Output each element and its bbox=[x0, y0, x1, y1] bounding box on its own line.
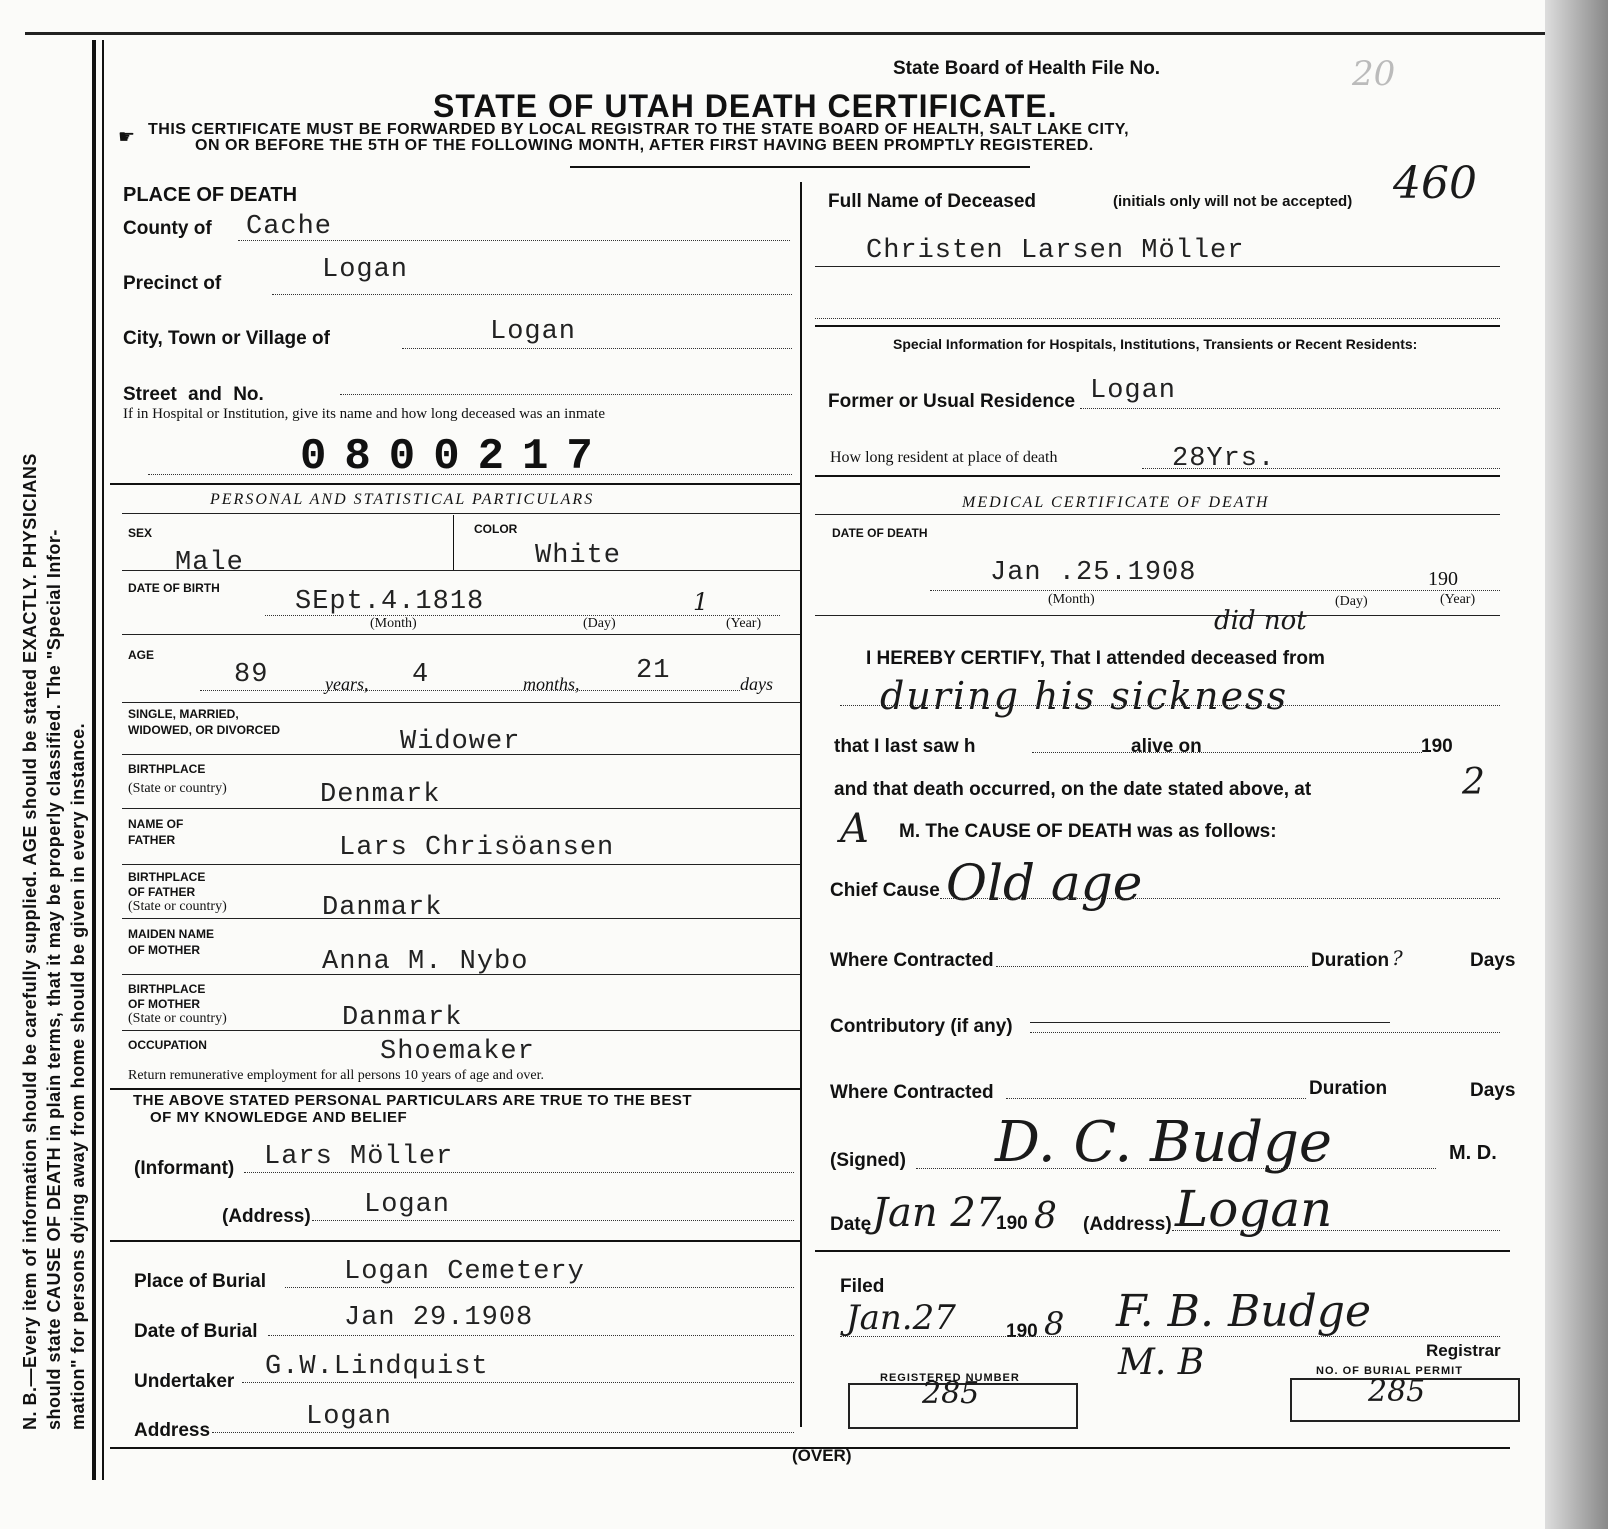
father-label-2: FATHER bbox=[128, 833, 176, 847]
where-contracted-label-1: Where Contracted bbox=[830, 950, 994, 971]
dod-year-pre: 190 bbox=[1428, 568, 1458, 590]
color-value: White bbox=[535, 541, 622, 571]
registrar-signature: F. B. Budge bbox=[1116, 1286, 1371, 1337]
residence-section-rule bbox=[815, 475, 1500, 477]
city-label: City, Town or Village of bbox=[123, 328, 330, 349]
page-edge-shadow bbox=[1545, 0, 1608, 1529]
sex-color-divider bbox=[453, 515, 454, 570]
alive-on-label: alive on bbox=[1131, 736, 1202, 757]
filed-year-pre: 190 bbox=[1006, 1321, 1038, 1342]
death-occurred-text: and that death occurred, on the date stated above, at bbox=[834, 779, 1312, 800]
city-line bbox=[402, 348, 792, 349]
age-years: 89 bbox=[234, 660, 269, 690]
medical-heading-rule bbox=[815, 514, 1500, 515]
father-value: Lars Chrisöansen bbox=[339, 833, 615, 863]
dod-line bbox=[930, 590, 1500, 591]
resident-line bbox=[1142, 468, 1500, 469]
burial-address-value: Logan bbox=[306, 1402, 393, 1432]
contributory-line bbox=[1030, 1032, 1500, 1033]
father-bp-state-label: (State or country) bbox=[128, 899, 227, 914]
medical-section-rule bbox=[815, 1250, 1510, 1252]
sex-row-rule bbox=[122, 570, 800, 571]
marital-label-1: SINGLE, MARRIED, bbox=[128, 707, 239, 721]
street-label: Street and No. bbox=[123, 384, 264, 405]
dob-year-label: (Year) bbox=[726, 616, 762, 631]
certify-insert: did not bbox=[1214, 606, 1307, 636]
father-bp-label-2: OF FATHER bbox=[128, 885, 196, 899]
burial-place-value: Logan Cemetery bbox=[344, 1257, 585, 1287]
chief-cause-line bbox=[940, 898, 1500, 899]
precinct-line bbox=[272, 294, 792, 295]
burial-address-label: Address bbox=[134, 1420, 211, 1441]
contributory-label: Contributory (if any) bbox=[830, 1016, 1013, 1037]
birthplace-state-label: (State or country) bbox=[128, 781, 227, 796]
contributory-hand-line bbox=[1030, 1022, 1390, 1023]
medical-heading: MEDICAL CERTIFICATE OF DEATH bbox=[962, 494, 1270, 511]
undertaker-line bbox=[242, 1382, 794, 1383]
mother-bp-value: Danmark bbox=[342, 1003, 463, 1033]
informant-value: Lars Möller bbox=[264, 1142, 454, 1172]
mother-bp-label-2: OF MOTHER bbox=[128, 997, 200, 1011]
dob-day-mark: 1 bbox=[693, 588, 709, 616]
center-divider bbox=[800, 182, 802, 1427]
duration-label-1: Duration bbox=[1311, 950, 1390, 971]
informant-address-value: Logan bbox=[364, 1190, 451, 1220]
age-label: AGE bbox=[128, 648, 155, 662]
residence-line bbox=[1080, 408, 1500, 409]
birthplace-row-rule bbox=[122, 808, 800, 809]
undertaker-value: G.W.Lindquist bbox=[265, 1352, 489, 1382]
father-bp-row-rule bbox=[122, 918, 800, 919]
resident-value: 28Yrs. bbox=[1172, 444, 1276, 474]
stamp-number-top: 460 bbox=[1393, 158, 1477, 209]
deceased-name-line bbox=[815, 266, 1500, 267]
alive-year-label: 190 bbox=[1421, 736, 1453, 757]
burial-place-label: Place of Burial bbox=[134, 1271, 266, 1292]
file-no-label: State Board of Health File No. bbox=[893, 58, 1161, 79]
burial-address-line bbox=[212, 1432, 794, 1433]
county-value: Cache bbox=[246, 212, 333, 242]
where-contracted-label-2: Where Contracted bbox=[830, 1082, 994, 1103]
deceased-section-rule bbox=[815, 325, 1500, 327]
certify-hand: during his sickness bbox=[880, 674, 1289, 718]
days-label-2: Days bbox=[1470, 1080, 1516, 1101]
deceased-name-note: (initials only will not be accepted) bbox=[1113, 193, 1353, 210]
instruction-line1: THIS CERTIFICATE MUST BE FORWARDED BY LOCAL REGISTRAR TO THE STATE BOARD OF HEALTH, SALT LAKE CITY, bbox=[148, 121, 1130, 138]
side-note-line3: mation" for persons dying away from home should be given in every instance. bbox=[68, 722, 88, 1430]
mother-bp-state-label: (State or country) bbox=[128, 1011, 227, 1026]
marital-value: Widower bbox=[400, 727, 521, 757]
undertaker-label: Undertaker bbox=[134, 1371, 235, 1392]
marital-row-rule bbox=[122, 754, 800, 755]
last-saw-label: that I last saw h bbox=[834, 736, 976, 757]
place-section-rule bbox=[110, 483, 800, 485]
attest-line1: THE ABOVE STATED PERSONAL PARTICULARS ARE TRUE TO THE BEST bbox=[133, 1092, 693, 1109]
sex-label: SEX bbox=[128, 526, 153, 540]
dod-day-label: (Day) bbox=[1335, 594, 1368, 609]
county-line bbox=[238, 240, 790, 241]
registrar-signature-2: M. B bbox=[1118, 1342, 1205, 1383]
informant-section-rule bbox=[110, 1240, 800, 1242]
deceased-name: Christen Larsen Möller bbox=[866, 236, 1245, 266]
age-years-label: years, bbox=[325, 674, 369, 694]
mother-label-2: OF MOTHER bbox=[128, 943, 200, 957]
marital-label-2: WIDOWED, OR DIVORCED bbox=[128, 723, 280, 737]
registered-number-value: 285 bbox=[922, 1376, 980, 1411]
mother-bp-row-rule bbox=[122, 1030, 800, 1031]
occupation-value: Shoemaker bbox=[380, 1037, 535, 1067]
dob-label: DATE OF BIRTH bbox=[128, 581, 220, 595]
file-no-value: 20 bbox=[1352, 54, 1396, 94]
deceased-extra-line bbox=[815, 318, 1500, 319]
residence-value: Logan bbox=[1090, 376, 1177, 406]
medical-date-label: Date bbox=[830, 1214, 872, 1235]
dod-row-rule bbox=[815, 615, 1500, 616]
medical-date-year-pre: 190 bbox=[996, 1213, 1028, 1234]
sex-value: Male bbox=[175, 548, 244, 578]
age-days: 21 bbox=[636, 656, 671, 686]
dob-row-rule bbox=[122, 634, 800, 635]
duration-label-2: Duration bbox=[1309, 1078, 1388, 1099]
informant-label: (Informant) bbox=[134, 1158, 235, 1179]
am-mark: A bbox=[840, 806, 869, 852]
days-label-1: Days bbox=[1470, 950, 1516, 971]
duration-value-1: ? bbox=[1392, 946, 1403, 970]
over-label: (OVER) bbox=[792, 1446, 852, 1465]
age-months: 4 bbox=[412, 660, 430, 690]
top-border bbox=[25, 32, 1545, 35]
mother-label-1: MAIDEN NAME bbox=[128, 927, 214, 941]
age-days-label: days bbox=[740, 674, 773, 694]
residence-label: Former or Usual Residence bbox=[828, 391, 1076, 412]
stamp-number: 0800217 bbox=[300, 432, 611, 482]
burial-permit-label: NO. OF BURIAL PERMIT bbox=[1316, 1365, 1463, 1377]
certificate-title: STATE OF UTAH DEATH CERTIFICATE. bbox=[433, 88, 1058, 124]
signed-value: D. C. Budge bbox=[995, 1110, 1333, 1175]
personal-heading-rule bbox=[122, 513, 800, 514]
informant-address-line bbox=[312, 1220, 794, 1221]
street-line bbox=[340, 394, 792, 395]
dob-month-label: (Month) bbox=[370, 616, 417, 631]
informant-address-label: (Address) bbox=[222, 1206, 311, 1227]
mother-row-rule bbox=[122, 974, 800, 975]
certify-text: I HEREBY CERTIFY, That I attended deceased from bbox=[866, 648, 1325, 669]
medical-date-value: Jan 27 bbox=[872, 1190, 1002, 1236]
md-label: M. D. bbox=[1449, 1142, 1497, 1164]
chief-cause-label: Chief Cause bbox=[830, 880, 940, 901]
deceased-name-label: Full Name of Deceased bbox=[828, 191, 1037, 212]
medical-address-label: (Address) bbox=[1083, 1214, 1172, 1235]
mother-bp-label-1: BIRTHPLACE bbox=[128, 982, 206, 996]
filed-label: Filed bbox=[840, 1276, 885, 1297]
filed-date: Jan.27 bbox=[846, 1298, 956, 1338]
chief-cause-value: Old age bbox=[946, 854, 1143, 912]
death-hour: 2 bbox=[1462, 762, 1485, 803]
father-label-1: NAME OF bbox=[128, 817, 184, 831]
father-bp-label-1: BIRTHPLACE bbox=[128, 870, 206, 884]
cause-text: M. The CAUSE OF DEATH was as follows: bbox=[899, 821, 1277, 842]
certify-line bbox=[840, 705, 1500, 706]
age-months-label: months, bbox=[523, 674, 580, 694]
where-contracted-line-2 bbox=[1006, 1098, 1306, 1099]
father-row-rule bbox=[122, 864, 800, 865]
where-contracted-line-1 bbox=[996, 966, 1308, 967]
place-of-death-heading: PLACE OF DEATH bbox=[123, 184, 298, 206]
precinct-value: Logan bbox=[322, 255, 409, 285]
occupation-label: OCCUPATION bbox=[128, 1038, 207, 1052]
burial-place-line bbox=[285, 1287, 794, 1288]
registrar-label: Registrar bbox=[1426, 1341, 1501, 1360]
age-line bbox=[200, 690, 740, 691]
dod-month-label: (Month) bbox=[1048, 592, 1095, 607]
attest-line2: OF MY KNOWLEDGE AND BELIEF bbox=[150, 1109, 408, 1126]
left-border bbox=[92, 40, 96, 1480]
birthplace-value: Denmark bbox=[320, 780, 441, 810]
filed-year-hand: 8 bbox=[1044, 1305, 1065, 1343]
dod-label: DATE OF DEATH bbox=[832, 526, 928, 540]
dob-line bbox=[265, 615, 780, 616]
occupation-section-rule bbox=[110, 1088, 800, 1090]
mother-value: Anna M. Nybo bbox=[322, 947, 529, 977]
informant-line bbox=[244, 1172, 794, 1173]
age-row-rule bbox=[122, 702, 800, 703]
side-note-line1: N. B.—Every item of information should be carefully supplied. AGE should be stated EXACTLY. PHYSICIANS bbox=[20, 453, 40, 1430]
hospital-line bbox=[148, 474, 792, 475]
last-saw-line bbox=[1032, 752, 1422, 753]
medical-address-value: Logan bbox=[1175, 1180, 1333, 1238]
personal-heading: PERSONAL AND STATISTICAL PARTICULARS bbox=[210, 491, 595, 508]
burial-date-value: Jan 29.1908 bbox=[344, 1303, 534, 1333]
left-border-inner bbox=[102, 40, 104, 1480]
precinct-label: Precinct of bbox=[123, 273, 222, 294]
dod-year-label: (Year) bbox=[1440, 592, 1476, 607]
resident-label: How long resident at place of death bbox=[830, 449, 1058, 466]
city-value: Logan bbox=[490, 317, 577, 347]
signed-label: (Signed) bbox=[830, 1150, 906, 1171]
occupation-note: Return remunerative employment for all persons 10 years of age and over. bbox=[128, 1068, 544, 1083]
registered-number-label: REGISTERED NUMBER bbox=[880, 1372, 1020, 1384]
instruction-line2: ON OR BEFORE THE 5TH OF THE FOLLOWING MONTH, AFTER FIRST HAVING BEEN PROMPTLY REGISTERED. bbox=[195, 137, 1094, 154]
father-bp-value: Danmark bbox=[322, 893, 443, 923]
county-label: County of bbox=[123, 218, 212, 239]
side-note-line2: should state CAUSE OF DEATH in plain terms, that it may be properly classified. The "Special Infor- bbox=[44, 529, 64, 1430]
medical-date-year-hand: 8 bbox=[1034, 1196, 1057, 1237]
medical-address-line bbox=[1172, 1230, 1500, 1231]
burial-date-label: Date of Burial bbox=[134, 1321, 258, 1342]
pointing-hand-icon: ☛ bbox=[118, 127, 136, 148]
title-underline bbox=[570, 166, 1030, 168]
burial-date-line bbox=[268, 1335, 794, 1336]
hospital-note: If in Hospital or Institution, give its name and how long deceased was an inmate bbox=[123, 406, 605, 422]
special-info-label: Special Information for Hospitals, Institutions, Transients or Recent Residents: bbox=[893, 336, 1418, 352]
color-label: COLOR bbox=[474, 522, 518, 536]
burial-permit-value: 285 bbox=[1368, 1374, 1426, 1409]
dob-day-label: (Day) bbox=[583, 616, 616, 631]
birthplace-label: BIRTHPLACE bbox=[128, 762, 206, 776]
dod-value: Jan .25.1908 bbox=[990, 558, 1197, 588]
dob-value: SEpt.4.1818 bbox=[295, 587, 485, 617]
signed-line bbox=[916, 1168, 1436, 1169]
